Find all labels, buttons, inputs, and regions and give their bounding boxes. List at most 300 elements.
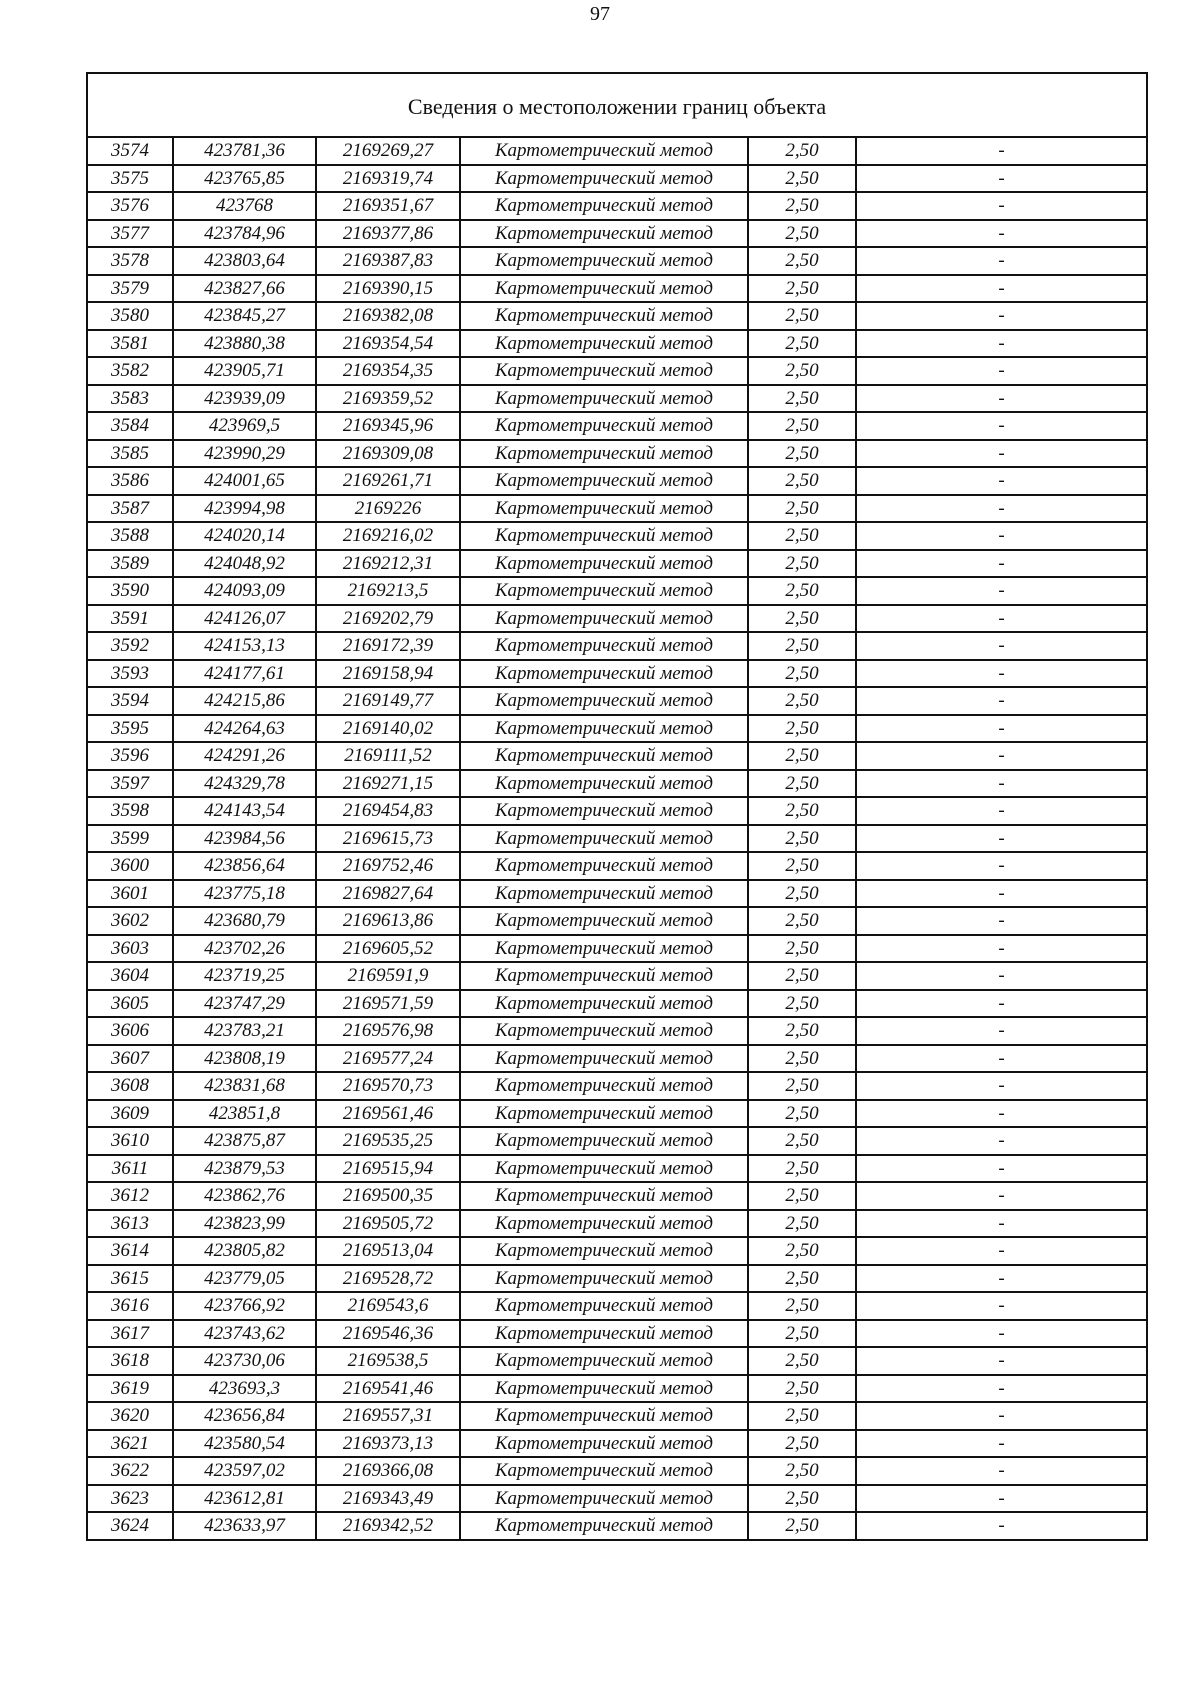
x-coordinate-cell: 423827,66 [173,275,316,303]
point-number-cell: 3620 [87,1402,173,1430]
y-coordinate-cell: 2169261,71 [316,467,460,495]
accuracy-cell: 2,50 [748,495,856,523]
accuracy-cell: 2,50 [748,137,856,165]
x-coordinate-cell: 423939,09 [173,385,316,413]
point-number-cell: 3622 [87,1457,173,1485]
table-row [87,1485,1147,1513]
table-row [87,797,1147,825]
method-cell: Картометрический метод [460,1100,748,1128]
y-coordinate-cell: 2169343,49 [316,1485,460,1513]
accuracy-cell: 2,50 [748,1347,856,1375]
table-row [87,275,1147,303]
point-number-cell: 3578 [87,247,173,275]
x-coordinate-cell: 423990,29 [173,440,316,468]
description-cell: - [856,1100,1147,1128]
point-number-cell: 3615 [87,1265,173,1293]
method-cell: Картометрический метод [460,742,748,770]
table-row [87,1045,1147,1073]
y-coordinate-cell: 2169570,73 [316,1072,460,1100]
accuracy-cell: 2,50 [748,1210,856,1238]
description-cell: - [856,495,1147,523]
y-coordinate-cell: 2169309,08 [316,440,460,468]
description-cell: - [856,907,1147,935]
point-number-cell: 3574 [87,137,173,165]
x-coordinate-cell: 423879,53 [173,1155,316,1183]
table-row [87,742,1147,770]
method-cell: Картометрический метод [460,495,748,523]
table-row [87,605,1147,633]
y-coordinate-cell: 2169345,96 [316,412,460,440]
table-row [87,1237,1147,1265]
accuracy-cell: 2,50 [748,825,856,853]
method-cell: Картометрический метод [460,660,748,688]
x-coordinate-cell: 423851,8 [173,1100,316,1128]
description-cell: - [856,852,1147,880]
method-cell: Картометрический метод [460,715,748,743]
method-cell: Картометрический метод [460,440,748,468]
description-cell: - [856,1457,1147,1485]
y-coordinate-cell: 2169827,64 [316,880,460,908]
y-coordinate-cell: 2169541,46 [316,1375,460,1403]
description-cell: - [856,1265,1147,1293]
x-coordinate-cell: 423743,62 [173,1320,316,1348]
method-cell: Картометрический метод [460,907,748,935]
table-row [87,412,1147,440]
description-cell: - [856,1210,1147,1238]
method-cell: Картометрический метод [460,990,748,1018]
accuracy-cell: 2,50 [748,1017,856,1045]
table-row [87,770,1147,798]
description-cell: - [856,1512,1147,1540]
table-row [87,220,1147,248]
description-cell: - [856,605,1147,633]
method-cell: Картометрический метод [460,962,748,990]
x-coordinate-cell: 423875,87 [173,1127,316,1155]
table-row [87,522,1147,550]
point-number-cell: 3609 [87,1100,173,1128]
x-coordinate-cell: 423784,96 [173,220,316,248]
y-coordinate-cell: 2169271,15 [316,770,460,798]
table-row [87,1127,1147,1155]
accuracy-cell: 2,50 [748,1072,856,1100]
y-coordinate-cell: 2169528,72 [316,1265,460,1293]
method-cell: Картометрический метод [460,1402,748,1430]
method-cell: Картометрический метод [460,302,748,330]
y-coordinate-cell: 2169535,25 [316,1127,460,1155]
description-cell: - [856,632,1147,660]
accuracy-cell: 2,50 [748,1375,856,1403]
x-coordinate-cell: 423768 [173,192,316,220]
point-number-cell: 3619 [87,1375,173,1403]
point-number-cell: 3594 [87,687,173,715]
y-coordinate-cell: 2169591,9 [316,962,460,990]
point-number-cell: 3579 [87,275,173,303]
y-coordinate-cell: 2169366,08 [316,1457,460,1485]
y-coordinate-cell: 2169605,52 [316,935,460,963]
description-cell: - [856,1347,1147,1375]
description-cell: - [856,165,1147,193]
accuracy-cell: 2,50 [748,330,856,358]
y-coordinate-cell: 2169226 [316,495,460,523]
x-coordinate-cell: 423702,26 [173,935,316,963]
table-body [87,137,1147,1540]
method-cell: Картометрический метод [460,165,748,193]
point-number-cell: 3608 [87,1072,173,1100]
point-number-cell: 3595 [87,715,173,743]
table-row [87,1320,1147,1348]
point-number-cell: 3585 [87,440,173,468]
accuracy-cell: 2,50 [748,935,856,963]
method-cell: Картометрический метод [460,467,748,495]
description-cell: - [856,192,1147,220]
table-row [87,852,1147,880]
table-row [87,440,1147,468]
x-coordinate-cell: 423880,38 [173,330,316,358]
point-number-cell: 3576 [87,192,173,220]
description-cell: - [856,522,1147,550]
description-cell: - [856,1045,1147,1073]
table-row [87,907,1147,935]
y-coordinate-cell: 2169342,52 [316,1512,460,1540]
table-row [87,550,1147,578]
description-cell: - [856,467,1147,495]
x-coordinate-cell: 423803,64 [173,247,316,275]
accuracy-cell: 2,50 [748,660,856,688]
accuracy-cell: 2,50 [748,1182,856,1210]
y-coordinate-cell: 2169577,24 [316,1045,460,1073]
method-cell: Картометрический метод [460,1320,748,1348]
x-coordinate-cell: 424264,63 [173,715,316,743]
table-row [87,385,1147,413]
x-coordinate-cell: 424153,13 [173,632,316,660]
x-coordinate-cell: 424126,07 [173,605,316,633]
description-cell: - [856,715,1147,743]
y-coordinate-cell: 2169359,52 [316,385,460,413]
point-number-cell: 3586 [87,467,173,495]
accuracy-cell: 2,50 [748,467,856,495]
y-coordinate-cell: 2169500,35 [316,1182,460,1210]
method-cell: Картометрический метод [460,550,748,578]
method-cell: Картометрический метод [460,1072,748,1100]
method-cell: Картометрический метод [460,880,748,908]
point-number-cell: 3613 [87,1210,173,1238]
accuracy-cell: 2,50 [748,1457,856,1485]
x-coordinate-cell: 423984,56 [173,825,316,853]
x-coordinate-cell: 423680,79 [173,907,316,935]
table-header-row [87,73,1147,137]
y-coordinate-cell: 2169390,15 [316,275,460,303]
point-number-cell: 3581 [87,330,173,358]
table-row [87,715,1147,743]
point-number-cell: 3623 [87,1485,173,1513]
point-number-cell: 3599 [87,825,173,853]
point-number-cell: 3610 [87,1127,173,1155]
table-row [87,1457,1147,1485]
accuracy-cell: 2,50 [748,1485,856,1513]
y-coordinate-cell: 2169546,36 [316,1320,460,1348]
accuracy-cell: 2,50 [748,1320,856,1348]
description-cell: - [856,1182,1147,1210]
y-coordinate-cell: 2169752,46 [316,852,460,880]
description-cell: - [856,880,1147,908]
y-coordinate-cell: 2169538,5 [316,1347,460,1375]
description-cell: - [856,660,1147,688]
method-cell: Картометрический метод [460,1155,748,1183]
table-row [87,357,1147,385]
accuracy-cell: 2,50 [748,962,856,990]
table-row [87,1375,1147,1403]
method-cell: Картометрический метод [460,1347,748,1375]
x-coordinate-cell: 423747,29 [173,990,316,1018]
y-coordinate-cell: 2169373,13 [316,1430,460,1458]
y-coordinate-cell: 2169111,52 [316,742,460,770]
description-cell: - [856,1017,1147,1045]
description-cell: - [856,935,1147,963]
description-cell: - [856,825,1147,853]
y-coordinate-cell: 2169505,72 [316,1210,460,1238]
accuracy-cell: 2,50 [748,522,856,550]
method-cell: Картометрический метод [460,770,748,798]
method-cell: Картометрический метод [460,1265,748,1293]
table-row [87,962,1147,990]
x-coordinate-cell: 423656,84 [173,1402,316,1430]
accuracy-cell: 2,50 [748,550,856,578]
y-coordinate-cell: 2169216,02 [316,522,460,550]
description-cell: - [856,1402,1147,1430]
description-cell: - [856,1237,1147,1265]
y-coordinate-cell: 2169515,94 [316,1155,460,1183]
accuracy-cell: 2,50 [748,990,856,1018]
x-coordinate-cell: 424020,14 [173,522,316,550]
table-row [87,1430,1147,1458]
accuracy-cell: 2,50 [748,797,856,825]
x-coordinate-cell: 423969,5 [173,412,316,440]
accuracy-cell: 2,50 [748,1127,856,1155]
y-coordinate-cell: 2169513,04 [316,1237,460,1265]
y-coordinate-cell: 2169212,31 [316,550,460,578]
point-number-cell: 3601 [87,880,173,908]
accuracy-cell: 2,50 [748,412,856,440]
description-cell: - [856,962,1147,990]
description-cell: - [856,687,1147,715]
point-number-cell: 3590 [87,577,173,605]
y-coordinate-cell: 2169613,86 [316,907,460,935]
accuracy-cell: 2,50 [748,605,856,633]
point-number-cell: 3596 [87,742,173,770]
x-coordinate-cell: 424048,92 [173,550,316,578]
x-coordinate-cell: 423783,21 [173,1017,316,1045]
description-cell: - [856,1485,1147,1513]
method-cell: Картометрический метод [460,522,748,550]
table-row [87,1100,1147,1128]
point-number-cell: 3583 [87,385,173,413]
x-coordinate-cell: 423862,76 [173,1182,316,1210]
x-coordinate-cell: 423831,68 [173,1072,316,1100]
method-cell: Картометрический метод [460,577,748,605]
x-coordinate-cell: 423633,97 [173,1512,316,1540]
table-row [87,825,1147,853]
method-cell: Картометрический метод [460,220,748,248]
accuracy-cell: 2,50 [748,770,856,798]
description-cell: - [856,797,1147,825]
table-row [87,495,1147,523]
method-cell: Картометрический метод [460,1045,748,1073]
description-cell: - [856,1292,1147,1320]
method-cell: Картометрический метод [460,825,748,853]
accuracy-cell: 2,50 [748,1155,856,1183]
table-row [87,687,1147,715]
description-cell: - [856,330,1147,358]
table-row [87,467,1147,495]
accuracy-cell: 2,50 [748,1402,856,1430]
point-number-cell: 3582 [87,357,173,385]
accuracy-cell: 2,50 [748,357,856,385]
table-row [87,137,1147,165]
table-row [87,577,1147,605]
table-row [87,302,1147,330]
y-coordinate-cell: 2169269,27 [316,137,460,165]
accuracy-cell: 2,50 [748,852,856,880]
accuracy-cell: 2,50 [748,1430,856,1458]
accuracy-cell: 2,50 [748,1237,856,1265]
method-cell: Картометрический метод [460,385,748,413]
description-cell: - [856,1320,1147,1348]
point-number-cell: 3605 [87,990,173,1018]
y-coordinate-cell: 2169172,39 [316,632,460,660]
x-coordinate-cell: 423693,3 [173,1375,316,1403]
x-coordinate-cell: 423766,92 [173,1292,316,1320]
point-number-cell: 3621 [87,1430,173,1458]
x-coordinate-cell: 424143,54 [173,797,316,825]
point-number-cell: 3614 [87,1237,173,1265]
point-number-cell: 3575 [87,165,173,193]
y-coordinate-cell: 2169213,5 [316,577,460,605]
point-number-cell: 3580 [87,302,173,330]
description-cell: - [856,990,1147,1018]
x-coordinate-cell: 423905,71 [173,357,316,385]
method-cell: Картометрический метод [460,330,748,358]
accuracy-cell: 2,50 [748,1292,856,1320]
y-coordinate-cell: 2169354,35 [316,357,460,385]
table-row [87,1155,1147,1183]
y-coordinate-cell: 2169149,77 [316,687,460,715]
table-row [87,880,1147,908]
method-cell: Картометрический метод [460,412,748,440]
point-number-cell: 3587 [87,495,173,523]
description-cell: - [856,1072,1147,1100]
x-coordinate-cell: 423845,27 [173,302,316,330]
method-cell: Картометрический метод [460,1457,748,1485]
x-coordinate-cell: 423719,25 [173,962,316,990]
table-row [87,1182,1147,1210]
point-number-cell: 3577 [87,220,173,248]
method-cell: Картометрический метод [460,1237,748,1265]
x-coordinate-cell: 424177,61 [173,660,316,688]
method-cell: Картометрический метод [460,357,748,385]
table-row [87,660,1147,688]
x-coordinate-cell: 424093,09 [173,577,316,605]
method-cell: Картометрический метод [460,605,748,633]
table-row [87,1072,1147,1100]
point-number-cell: 3612 [87,1182,173,1210]
x-coordinate-cell: 423775,18 [173,880,316,908]
x-coordinate-cell: 423856,64 [173,852,316,880]
method-cell: Картометрический метод [460,632,748,660]
table-title: Сведения о местоположении границ объекта [87,73,1147,137]
table-row [87,1347,1147,1375]
point-number-cell: 3589 [87,550,173,578]
y-coordinate-cell: 2169454,83 [316,797,460,825]
method-cell: Картометрический метод [460,797,748,825]
point-number-cell: 3597 [87,770,173,798]
method-cell: Картометрический метод [460,1430,748,1458]
accuracy-cell: 2,50 [748,385,856,413]
y-coordinate-cell: 2169354,54 [316,330,460,358]
method-cell: Картометрический метод [460,1210,748,1238]
method-cell: Картометрический метод [460,247,748,275]
point-number-cell: 3593 [87,660,173,688]
accuracy-cell: 2,50 [748,1512,856,1540]
accuracy-cell: 2,50 [748,165,856,193]
x-coordinate-cell: 423823,99 [173,1210,316,1238]
accuracy-cell: 2,50 [748,1265,856,1293]
point-number-cell: 3584 [87,412,173,440]
point-number-cell: 3588 [87,522,173,550]
table-row [87,1017,1147,1045]
method-cell: Картометрический метод [460,935,748,963]
x-coordinate-cell: 423781,36 [173,137,316,165]
method-cell: Картометрический метод [460,137,748,165]
point-number-cell: 3591 [87,605,173,633]
y-coordinate-cell: 2169571,59 [316,990,460,1018]
accuracy-cell: 2,50 [748,1100,856,1128]
method-cell: Картометрический метод [460,275,748,303]
method-cell: Картометрический метод [460,1182,748,1210]
method-cell: Картометрический метод [460,1292,748,1320]
accuracy-cell: 2,50 [748,632,856,660]
point-number-cell: 3598 [87,797,173,825]
x-coordinate-cell: 423808,19 [173,1045,316,1073]
accuracy-cell: 2,50 [748,302,856,330]
x-coordinate-cell: 424215,86 [173,687,316,715]
point-number-cell: 3617 [87,1320,173,1348]
x-coordinate-cell: 423779,05 [173,1265,316,1293]
y-coordinate-cell: 2169543,6 [316,1292,460,1320]
table-row [87,1512,1147,1540]
accuracy-cell: 2,50 [748,192,856,220]
description-cell: - [856,1127,1147,1155]
y-coordinate-cell: 2169158,94 [316,660,460,688]
y-coordinate-cell: 2169576,98 [316,1017,460,1045]
description-cell: - [856,770,1147,798]
point-number-cell: 3602 [87,907,173,935]
boundary-table [86,72,1148,1541]
description-cell: - [856,1155,1147,1183]
x-coordinate-cell: 424001,65 [173,467,316,495]
table-row [87,990,1147,1018]
point-number-cell: 3600 [87,852,173,880]
y-coordinate-cell: 2169140,02 [316,715,460,743]
method-cell: Картометрический метод [460,192,748,220]
x-coordinate-cell: 423580,54 [173,1430,316,1458]
y-coordinate-cell: 2169202,79 [316,605,460,633]
y-coordinate-cell: 2169615,73 [316,825,460,853]
description-cell: - [856,385,1147,413]
y-coordinate-cell: 2169351,67 [316,192,460,220]
description-cell: - [856,137,1147,165]
point-number-cell: 3618 [87,1347,173,1375]
accuracy-cell: 2,50 [748,1045,856,1073]
